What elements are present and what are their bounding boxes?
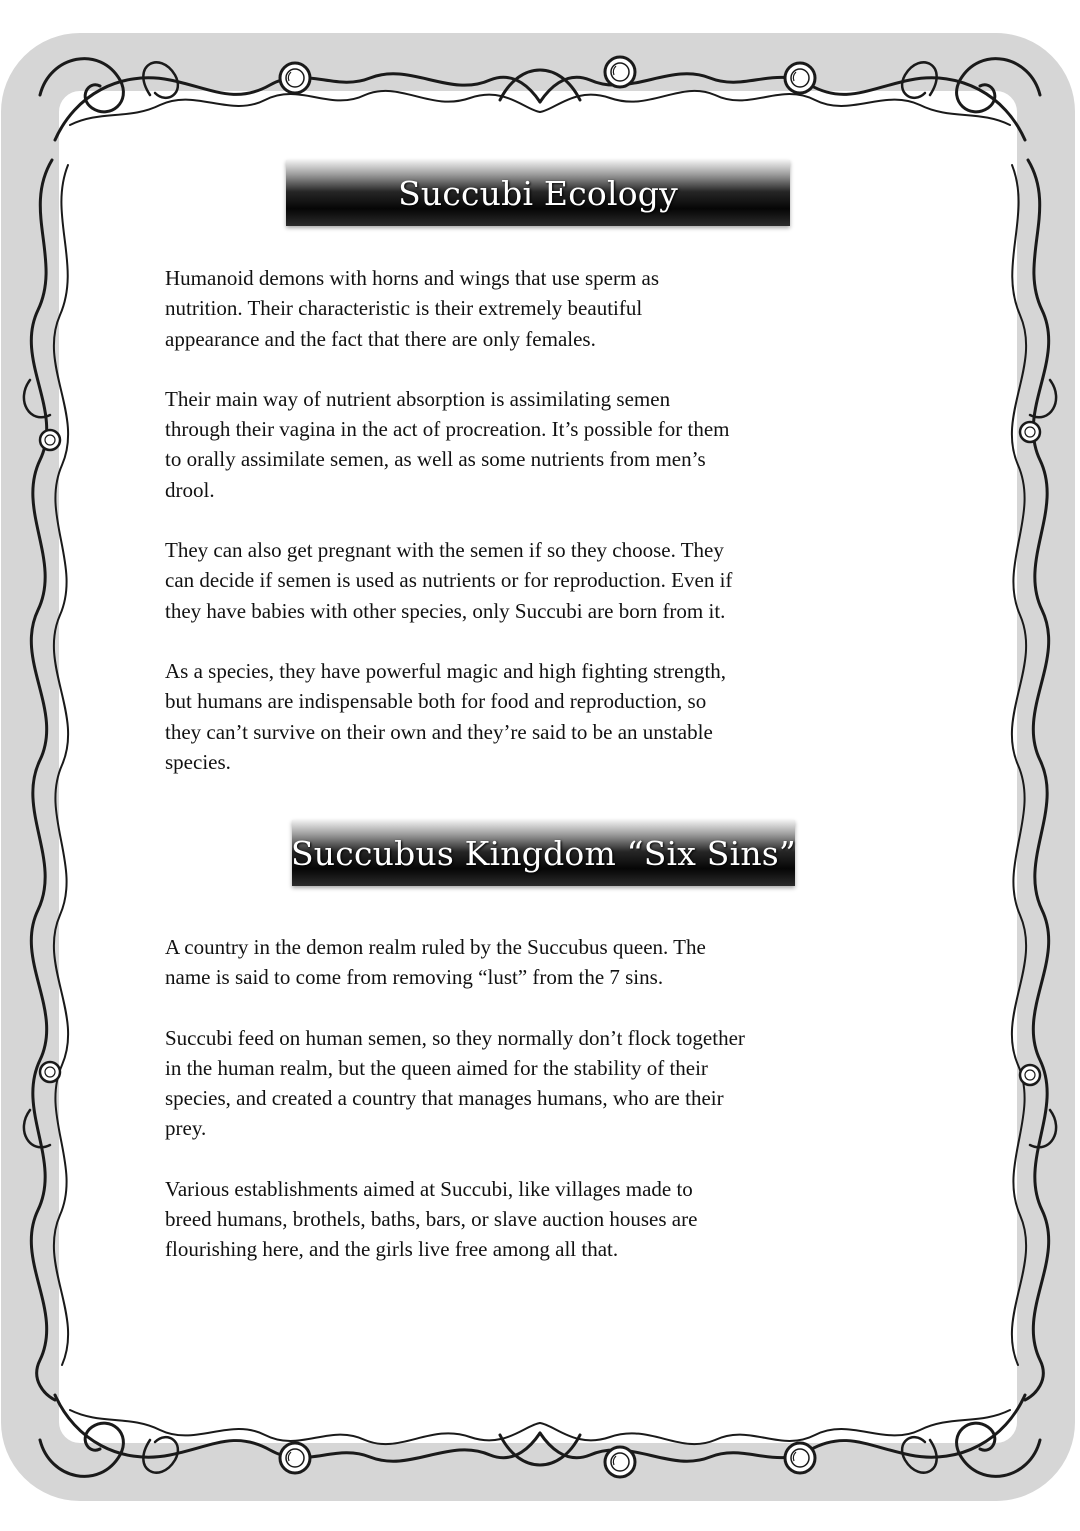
ecology-section-body — [165, 263, 905, 807]
paragraph: Succubi feed on human semen, so they normally don’t flock together in the human realm, but the queen aimed for the stability of their species, and created a country that manages humans, who are their prey. — [165, 1025, 745, 1141]
paragraph: They can also get pregnant with the semen if so they choose. They can decide if semen is used as nutrients or for reproduction. Even if they have babies with other species, only Succubi are born from it. — [165, 538, 733, 623]
kingdom-section-body — [165, 932, 905, 1295]
section-heading-kingdom — [292, 820, 795, 886]
paragraph: As a species, they have powerful magic and high fighting strength, but humans are indispensable both for food and reproduction, so they can’t survive on their own and they’re said to be an unstable species. — [165, 658, 727, 774]
paragraph: Various establishments aimed at Succubi, like villages made to breed humans, brothels, baths, bars, or slave auction houses are flourishing here, and the girls live free among all that. — [165, 1176, 698, 1262]
paragraph: Their main way of nutrient absorption is assimilating semen through their vagina in the act of procreation. It’s possible for them to orally assimilate semen, as well as some nutrients from men’s drool. — [165, 386, 730, 502]
section-heading-text: Succubus Kingdom “Six Sins” — [291, 833, 796, 873]
paragraph: A country in the demon realm ruled by the Succubus queen. The name is said to come from removing “lust” from the 7 sins. — [165, 935, 706, 990]
paragraph: Humanoid demons with horns and wings that use sperm as nutrition. Their characteristic is their extremely beautiful appearance and the fact that there are only females. — [165, 266, 660, 351]
section-heading-text: Succubi Ecology — [398, 173, 678, 213]
section-heading-ecology — [286, 160, 790, 226]
